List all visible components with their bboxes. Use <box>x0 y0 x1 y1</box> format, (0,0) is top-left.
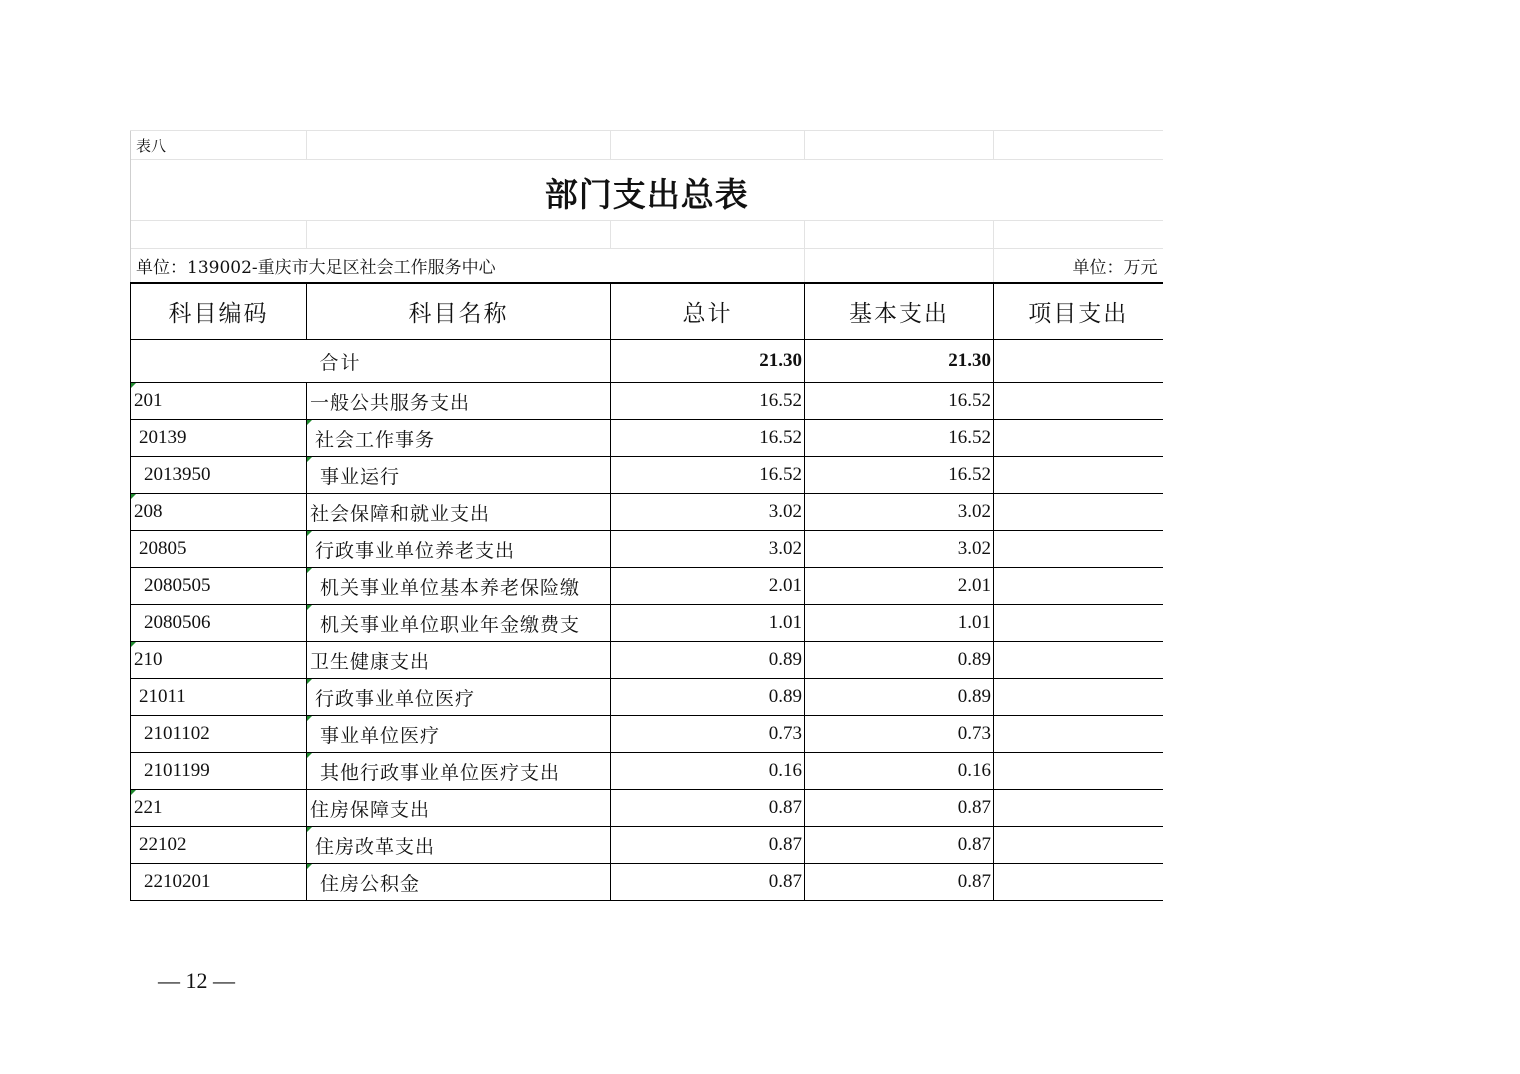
expenditure-sheet <box>130 130 1162 901</box>
header-code: 科目编码 <box>131 283 307 340</box>
unit-organization: 单位：139002-重庆市大足区社会工作服务中心 <box>131 249 805 284</box>
table-row <box>131 679 1163 716</box>
title-row <box>131 160 1163 221</box>
cell-code: 201 <box>131 383 307 420</box>
table-row <box>131 568 1163 605</box>
cell-total: 16.52 <box>611 420 805 457</box>
cell-basic: 0.87 <box>805 790 994 827</box>
table-row <box>131 827 1163 864</box>
table-label: 表八 <box>131 131 307 160</box>
cell-total: 16.52 <box>611 383 805 420</box>
table-row <box>131 605 1163 642</box>
table-row <box>131 753 1163 790</box>
cell-name: 住房公积金 <box>307 864 611 901</box>
unit-row <box>131 249 1163 284</box>
cell-basic: 0.87 <box>805 827 994 864</box>
cell-project <box>994 457 1163 494</box>
cell-name: 住房改革支出 <box>307 827 611 864</box>
total-basic: 21.30 <box>805 340 994 383</box>
cell-basic: 16.52 <box>805 457 994 494</box>
cell-basic: 1.01 <box>805 605 994 642</box>
cell-total: 0.16 <box>611 753 805 790</box>
cell-total: 0.89 <box>611 642 805 679</box>
cell-project <box>994 568 1163 605</box>
cell-name: 一般公共服务支出 <box>307 383 611 420</box>
table-row <box>131 864 1163 901</box>
cell-basic: 0.89 <box>805 642 994 679</box>
cell-total: 1.01 <box>611 605 805 642</box>
cell-project <box>994 753 1163 790</box>
unit-currency: 单位：万元 <box>994 249 1163 284</box>
cell-project <box>994 642 1163 679</box>
cell-project <box>994 383 1163 420</box>
cell-basic: 3.02 <box>805 531 994 568</box>
cell-name: 行政事业单位养老支出 <box>307 531 611 568</box>
table-row <box>131 531 1163 568</box>
cell-basic: 0.89 <box>805 679 994 716</box>
cell-project <box>994 827 1163 864</box>
cell-basic: 16.52 <box>805 383 994 420</box>
cell-name: 社会工作事务 <box>307 420 611 457</box>
page-number: — 12 — <box>158 968 235 993</box>
cell-code: 2080505 <box>131 568 307 605</box>
cell-total: 3.02 <box>611 494 805 531</box>
cell-code: 2101102 <box>131 716 307 753</box>
cell-name: 住房保障支出 <box>307 790 611 827</box>
cell-name: 其他行政事业单位医疗支出 <box>307 753 611 790</box>
cell-name: 事业运行 <box>307 457 611 494</box>
cell-basic: 0.87 <box>805 864 994 901</box>
cell-project <box>994 716 1163 753</box>
total-label: 合计 <box>131 340 611 383</box>
cell-project <box>994 679 1163 716</box>
header-basic: 基本支出 <box>805 283 994 340</box>
cell-total: 0.87 <box>611 790 805 827</box>
cell-total: 0.87 <box>611 864 805 901</box>
cell-total: 0.89 <box>611 679 805 716</box>
cell-name: 社会保障和就业支出 <box>307 494 611 531</box>
cell-total: 16.52 <box>611 457 805 494</box>
cell-name: 机关事业单位基本养老保险缴 <box>307 568 611 605</box>
cell-basic: 2.01 <box>805 568 994 605</box>
cell-code: 21011 <box>131 679 307 716</box>
cell-total: 0.87 <box>611 827 805 864</box>
cell-basic: 16.52 <box>805 420 994 457</box>
cell-code: 20805 <box>131 531 307 568</box>
table-row <box>131 716 1163 753</box>
cell-name: 行政事业单位医疗 <box>307 679 611 716</box>
total-row <box>131 340 1163 383</box>
cell-name: 事业单位医疗 <box>307 716 611 753</box>
cell-code: 221 <box>131 790 307 827</box>
page-title: 部门支出总表 <box>131 160 1163 221</box>
cell-project <box>994 790 1163 827</box>
cell-total: 3.02 <box>611 531 805 568</box>
cell-code: 2101199 <box>131 753 307 790</box>
cell-name: 机关事业单位职业年金缴费支 <box>307 605 611 642</box>
cell-code: 22102 <box>131 827 307 864</box>
header-name: 科目名称 <box>307 283 611 340</box>
cell-basic: 3.02 <box>805 494 994 531</box>
cell-total: 0.73 <box>611 716 805 753</box>
cell-code: 210 <box>131 642 307 679</box>
cell-code: 20139 <box>131 420 307 457</box>
cell-name: 卫生健康支出 <box>307 642 611 679</box>
cell-code: 208 <box>131 494 307 531</box>
table-row <box>131 494 1163 531</box>
expenditure-table <box>130 130 1163 901</box>
cell-project <box>994 531 1163 568</box>
table-row <box>131 383 1163 420</box>
cell-total: 2.01 <box>611 568 805 605</box>
table-row <box>131 420 1163 457</box>
cell-project <box>994 494 1163 531</box>
cell-basic: 0.73 <box>805 716 994 753</box>
total-sum: 21.30 <box>611 340 805 383</box>
header-row <box>131 283 1163 340</box>
cell-project <box>994 605 1163 642</box>
cell-project <box>994 420 1163 457</box>
cell-code: 2013950 <box>131 457 307 494</box>
total-project <box>994 340 1163 383</box>
header-total: 总计 <box>611 283 805 340</box>
table-row <box>131 457 1163 494</box>
cell-basic: 0.16 <box>805 753 994 790</box>
cell-project <box>994 864 1163 901</box>
table-row <box>131 790 1163 827</box>
table-row <box>131 642 1163 679</box>
header-project: 项目支出 <box>994 283 1163 340</box>
label-row <box>131 131 1163 160</box>
cell-code: 2080506 <box>131 605 307 642</box>
blank-row <box>131 221 1163 249</box>
cell-code: 2210201 <box>131 864 307 901</box>
